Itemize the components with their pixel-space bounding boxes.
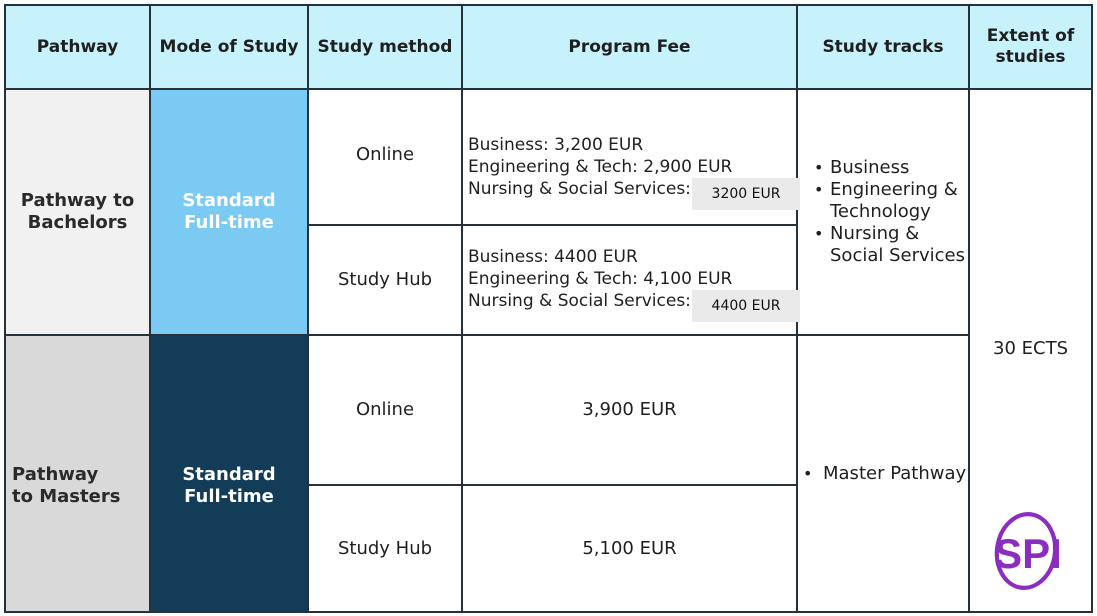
header-pathway bbox=[6, 6, 151, 90]
fee-line-business: Business: 3,200 EUR bbox=[468, 135, 644, 155]
method-masters-hub-label: Study Hub bbox=[337, 537, 433, 559]
spi-logo-text: SPI bbox=[994, 530, 1062, 577]
extent-value: 30 ECTS bbox=[993, 338, 1068, 359]
spi-logo bbox=[993, 509, 1063, 592]
mode-masters-label: Standard Full-time bbox=[182, 463, 276, 507]
pathway-masters-label: Pathway to Masters bbox=[12, 463, 121, 507]
fee-line-engineering: Engineering & Tech: 2,900 EUR bbox=[468, 157, 733, 177]
fee-line-engineering: Engineering & Tech: 4,100 EUR bbox=[468, 269, 733, 289]
header-tracks-text: Study tracks bbox=[822, 36, 944, 57]
fee-line-nursing-label: Nursing & Social Services: bbox=[468, 291, 691, 311]
header-pathway-text: Pathway bbox=[36, 36, 119, 57]
fee-masters-hub bbox=[463, 486, 798, 613]
track-item: • Business bbox=[830, 157, 968, 179]
tracks-bachelors-list bbox=[798, 157, 968, 267]
track-item: • Nursing & Social Services bbox=[830, 223, 968, 267]
track-item: • Master Pathway bbox=[823, 463, 966, 485]
nursing-price-badge: 4400 EUR bbox=[692, 290, 800, 322]
fee-list bbox=[468, 134, 781, 202]
tracks-masters-cell bbox=[798, 336, 970, 613]
header-method bbox=[309, 6, 463, 90]
mode-bachelors-cell bbox=[151, 90, 309, 336]
fee-line-business: Business: 4400 EUR bbox=[468, 247, 638, 267]
fee-masters-hub-value: 5,100 EUR bbox=[582, 537, 677, 559]
tracks-bachelors-cell bbox=[798, 90, 970, 336]
fee-masters-online-value: 3,900 EUR bbox=[582, 399, 677, 420]
header-extent bbox=[970, 6, 1093, 90]
header-fee-text: Program Fee bbox=[568, 36, 691, 57]
fee-bachelors-hub bbox=[463, 226, 798, 336]
fee-list bbox=[468, 246, 781, 314]
nursing-price-badge: 3200 EUR bbox=[692, 178, 800, 210]
fee-line-nursing bbox=[468, 290, 781, 314]
method-masters-online bbox=[309, 336, 463, 486]
tracks-masters-list bbox=[798, 463, 966, 485]
method-bachelors-hub-label: Study Hub bbox=[337, 269, 433, 290]
pathway-bachelors-cell bbox=[6, 90, 151, 336]
mode-masters-cell bbox=[151, 336, 309, 613]
header-extent-text: Extent of studies bbox=[986, 26, 1075, 67]
pathway-bachelors-label: Pathway to Bachelors bbox=[20, 190, 135, 233]
method-bachelors-hub bbox=[309, 226, 463, 336]
pathway-masters-cell bbox=[6, 336, 151, 613]
header-fee bbox=[463, 6, 798, 90]
fee-masters-online bbox=[463, 336, 798, 486]
method-bachelors-online bbox=[309, 90, 463, 226]
fee-bachelors-online bbox=[463, 90, 798, 226]
header-method-text: Study method bbox=[317, 36, 453, 57]
header-mode bbox=[151, 6, 309, 90]
fee-line-nursing-label: Nursing & Social Services: bbox=[468, 179, 691, 199]
header-tracks bbox=[798, 6, 970, 90]
track-item: • Engineering & Technology bbox=[830, 179, 968, 223]
fee-line-nursing bbox=[468, 178, 781, 202]
method-bachelors-online-label: Online bbox=[355, 144, 415, 165]
method-masters-hub bbox=[309, 486, 463, 613]
header-mode-text: Mode of Study bbox=[159, 36, 299, 57]
method-masters-online-label: Online bbox=[355, 399, 415, 420]
mode-bachelors-label: Standard Full-time bbox=[182, 190, 276, 233]
